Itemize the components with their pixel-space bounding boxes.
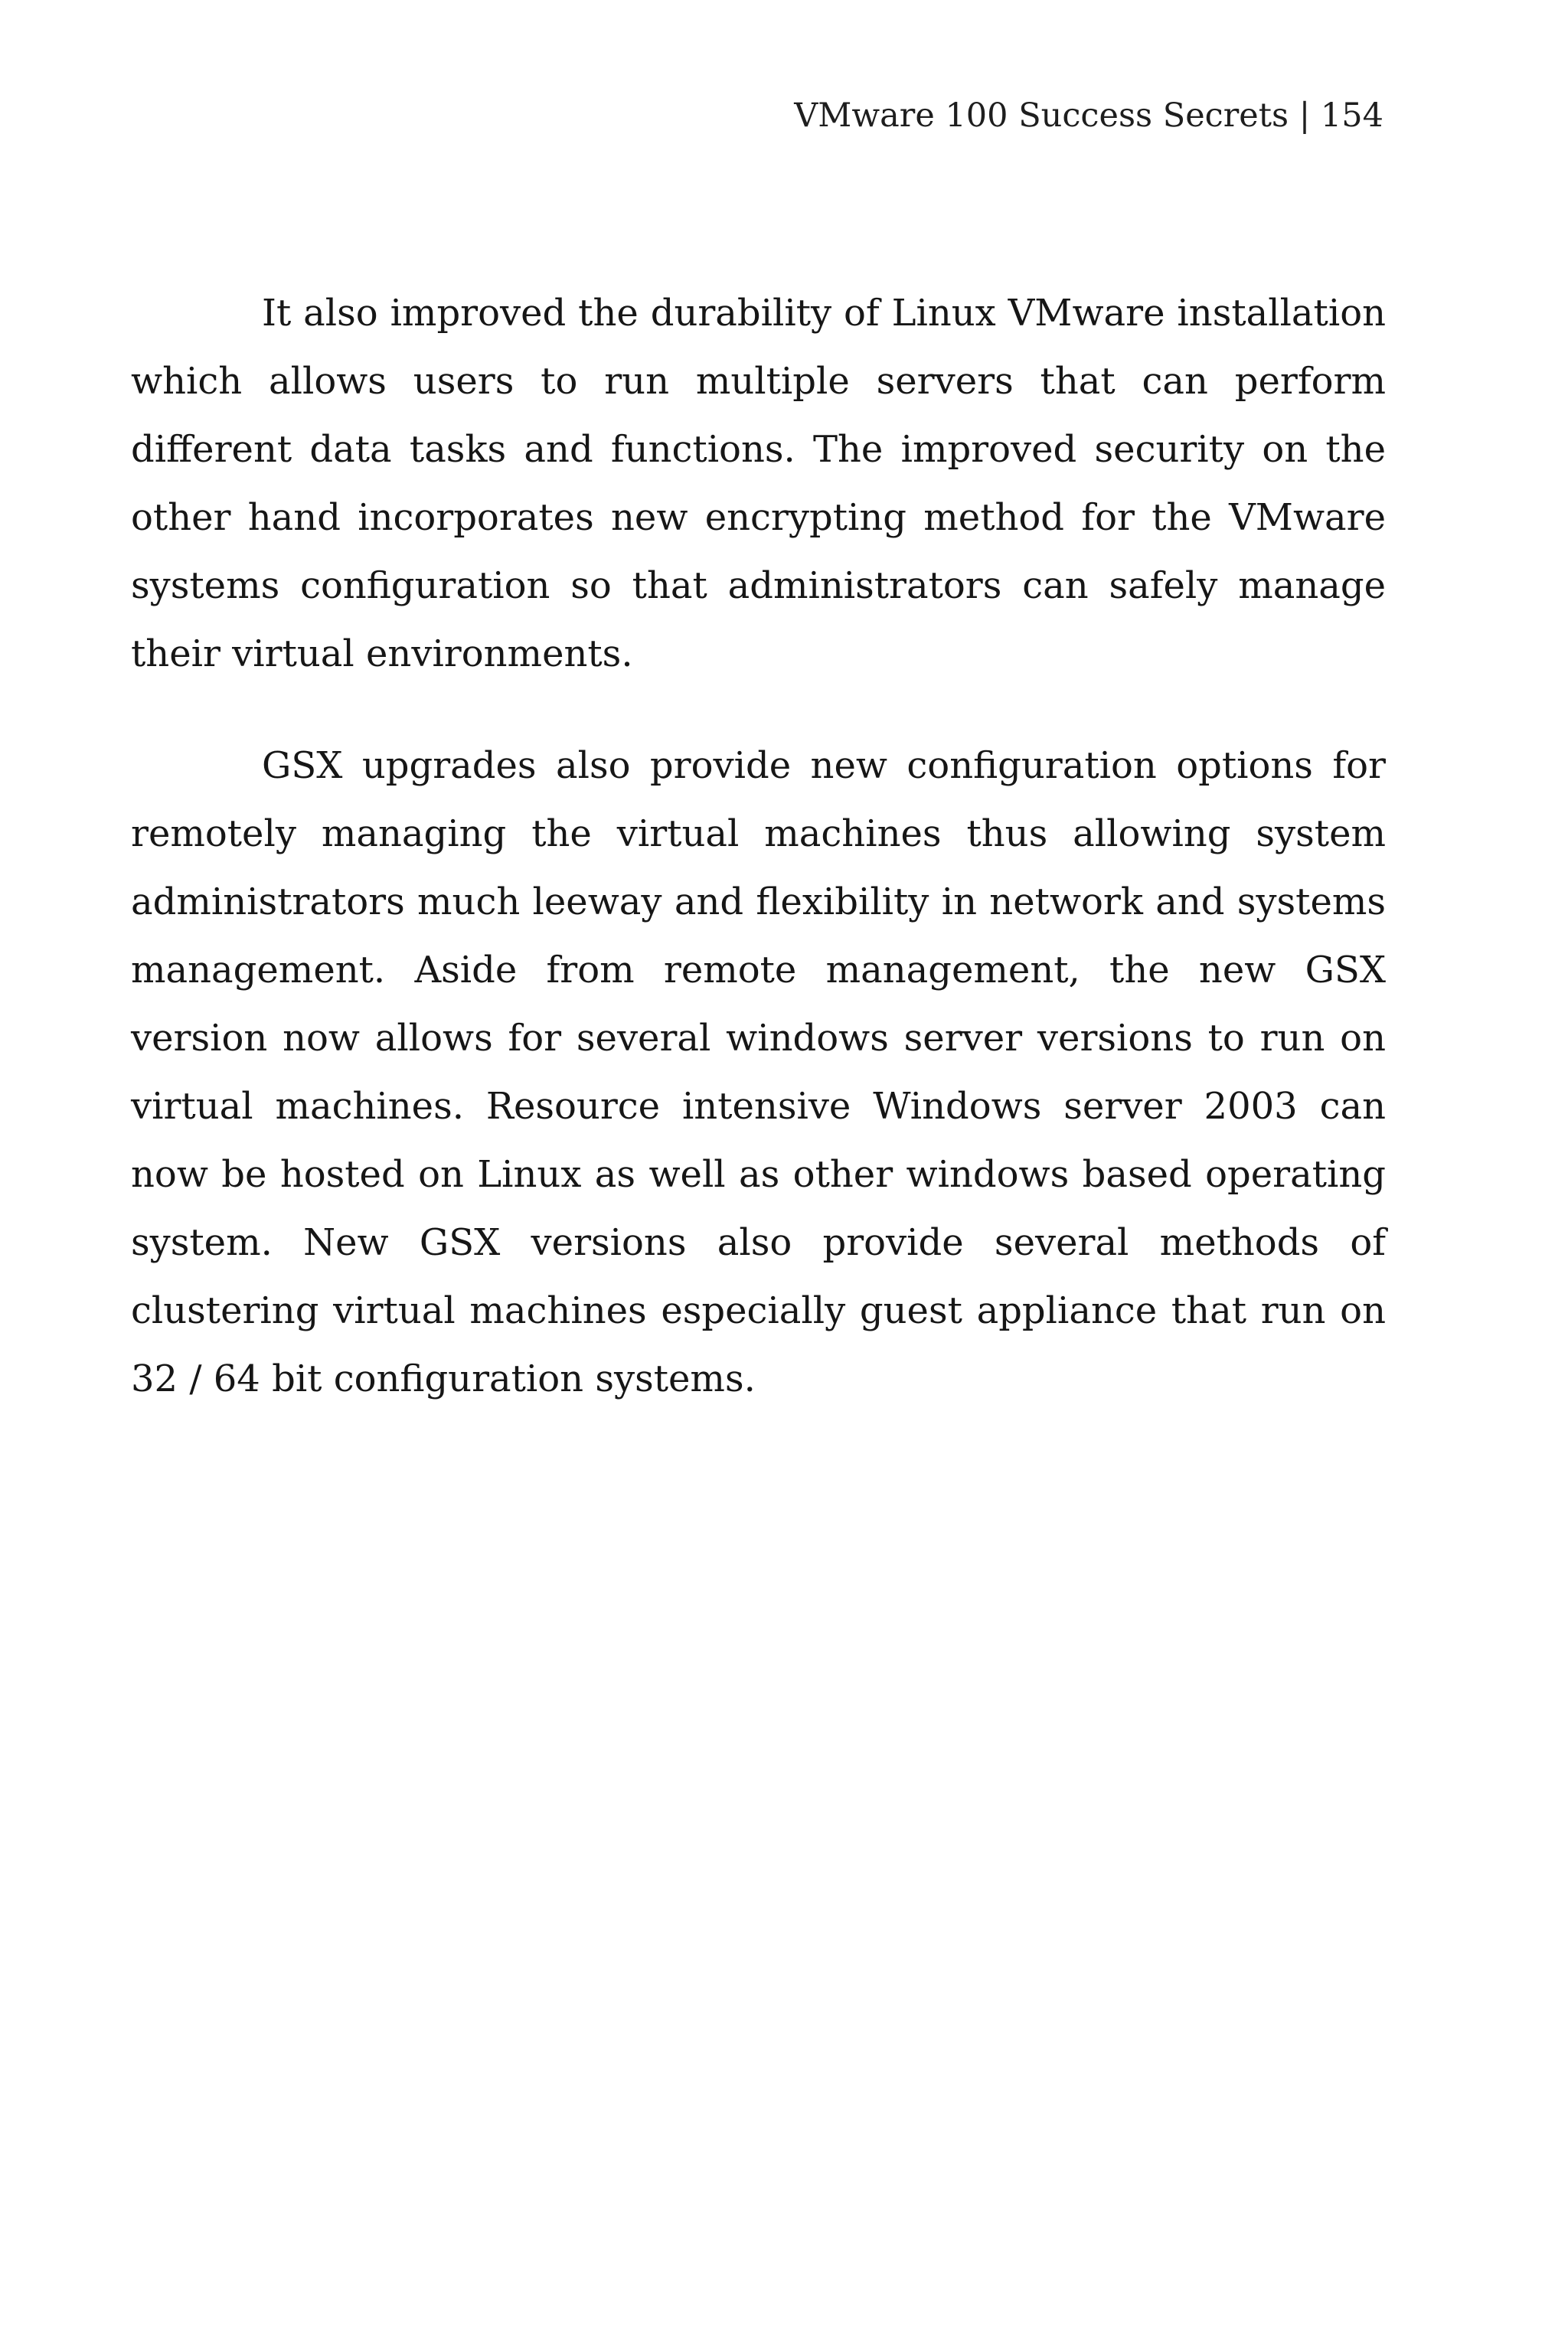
paragraph-1: It also improved the durability of Linux VMware installation which allows users to run multiple servers that can perform different data tasks and functions. The improved security on the other hand incorporates new encrypting method for the VMware systems configuration so that administrators can safely manage their virtual environments. (131, 292, 1386, 675)
paragraph-2: GSX upgrades also provide new configuration options for remotely managing the virtual machines thus allowing system administrators much leeway and flexibility in network and systems management. Aside from remote management, the new GSX version now allows for several windows server versions to run on virtual machines. Resource intensive Windows server 2003 can now be hosted on Linux as well as other windows based operating system. New GSX versions also provide several methods of clustering virtual machines especially guest appliance that run on 32 / 64 bit configuration systems. (131, 744, 1386, 1400)
body-text (131, 279, 1386, 1457)
running-header: VMware 100 Success Secrets | 154 (794, 96, 1383, 135)
